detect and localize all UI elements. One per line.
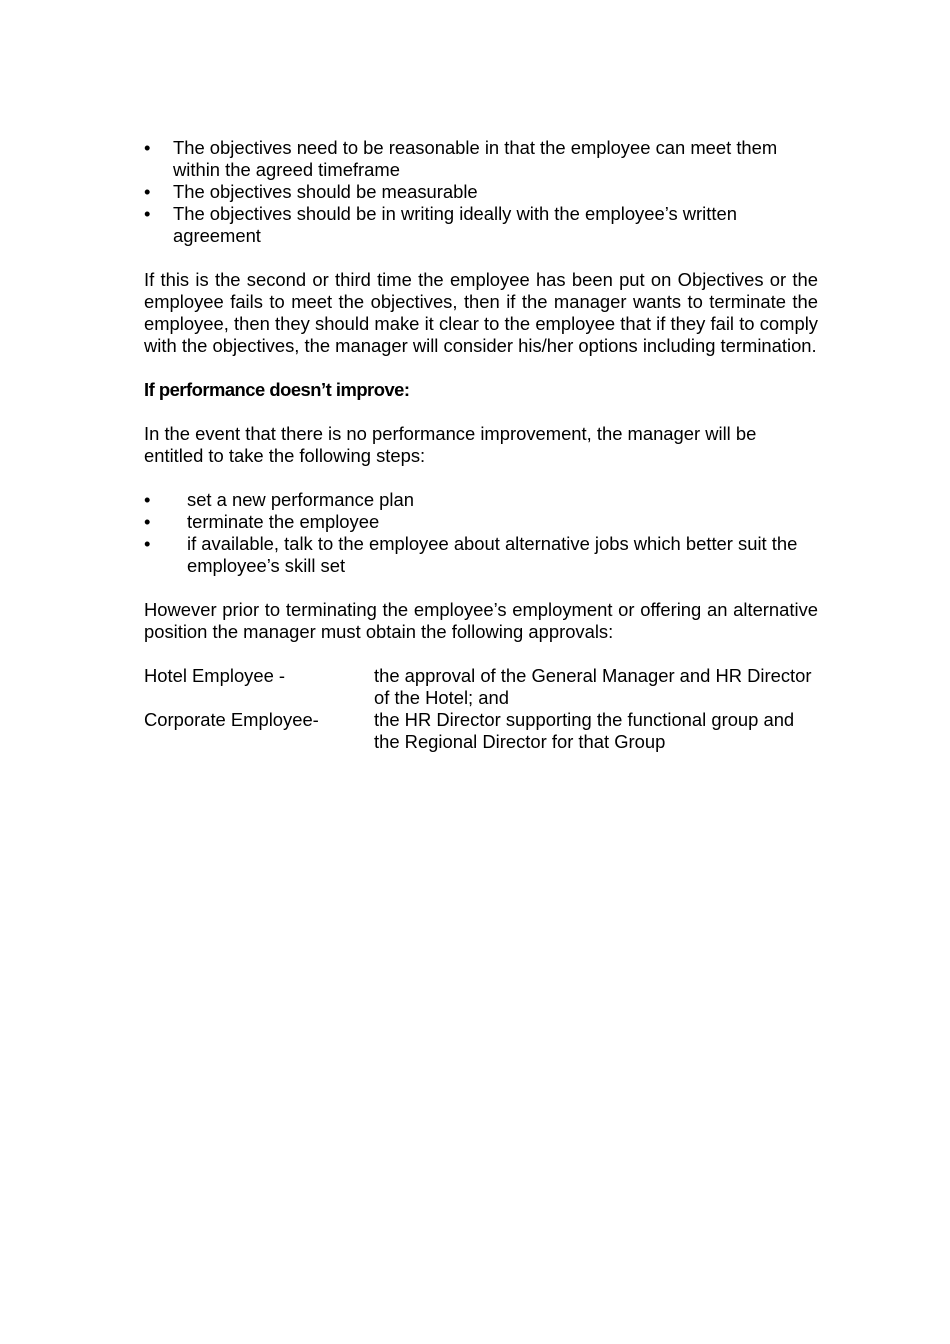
list-item [144, 203, 818, 247]
bullet-icon: • [144, 137, 151, 158]
steps-list [144, 489, 818, 577]
approval-role: Hotel Employee - [144, 665, 286, 686]
termination-paragraph: If this is the second or third time the employee has been put on Objectives or the employee fails to meet the objectives, then if the manager wants to terminate the employee, then they should make it clear to the employee that if they fail to comply with the objectives, the manager will consider his/her options including termination. [144, 269, 818, 356]
approval-description: the approval of the General Manager and HR Director of the Hotel; and [374, 665, 812, 708]
spacer [144, 247, 818, 269]
approval-role: Corporate Employee- [144, 709, 319, 730]
bullet-icon: • [144, 203, 151, 224]
spacer [144, 467, 818, 489]
approvals-table [144, 665, 818, 753]
list-item-text: set a new performance plan [187, 489, 414, 510]
list-item [144, 533, 818, 577]
bullet-icon: • [144, 511, 151, 532]
bullet-icon: • [144, 489, 151, 510]
spacer [144, 643, 818, 665]
list-item [144, 137, 818, 181]
spacer [144, 401, 818, 423]
approvals-intro-paragraph: However prior to terminating the employee’s employment or offering an alternative position the manager must obtain the following approvals: [144, 599, 818, 642]
list-item [144, 489, 818, 511]
spacer [144, 577, 818, 599]
approval-description: the HR Director supporting the functional group and the Regional Director for that Group [374, 709, 795, 752]
bullet-icon: • [144, 533, 151, 554]
list-item-text: if available, talk to the employee about alternative jobs which better suit the employee’s skill set [187, 533, 798, 576]
list-item [144, 511, 818, 533]
objectives-list [144, 137, 818, 247]
list-item-text: The objectives need to be reasonable in that the employee can meet them within the agreed timeframe [173, 137, 778, 180]
list-item-text: The objectives should be in writing ideally with the employee’s written agreement [173, 203, 737, 246]
list-item [144, 181, 818, 203]
section-heading: If performance doesn’t improve: [144, 379, 410, 400]
steps-intro-paragraph: In the event that there is no performance improvement, the manager will be entitled to take the following steps: [144, 423, 757, 466]
document-page [144, 137, 818, 753]
bullet-icon: • [144, 181, 151, 202]
list-item-text: terminate the employee [187, 511, 380, 532]
list-item-text: The objectives should be measurable [173, 181, 478, 202]
spacer [144, 357, 818, 379]
